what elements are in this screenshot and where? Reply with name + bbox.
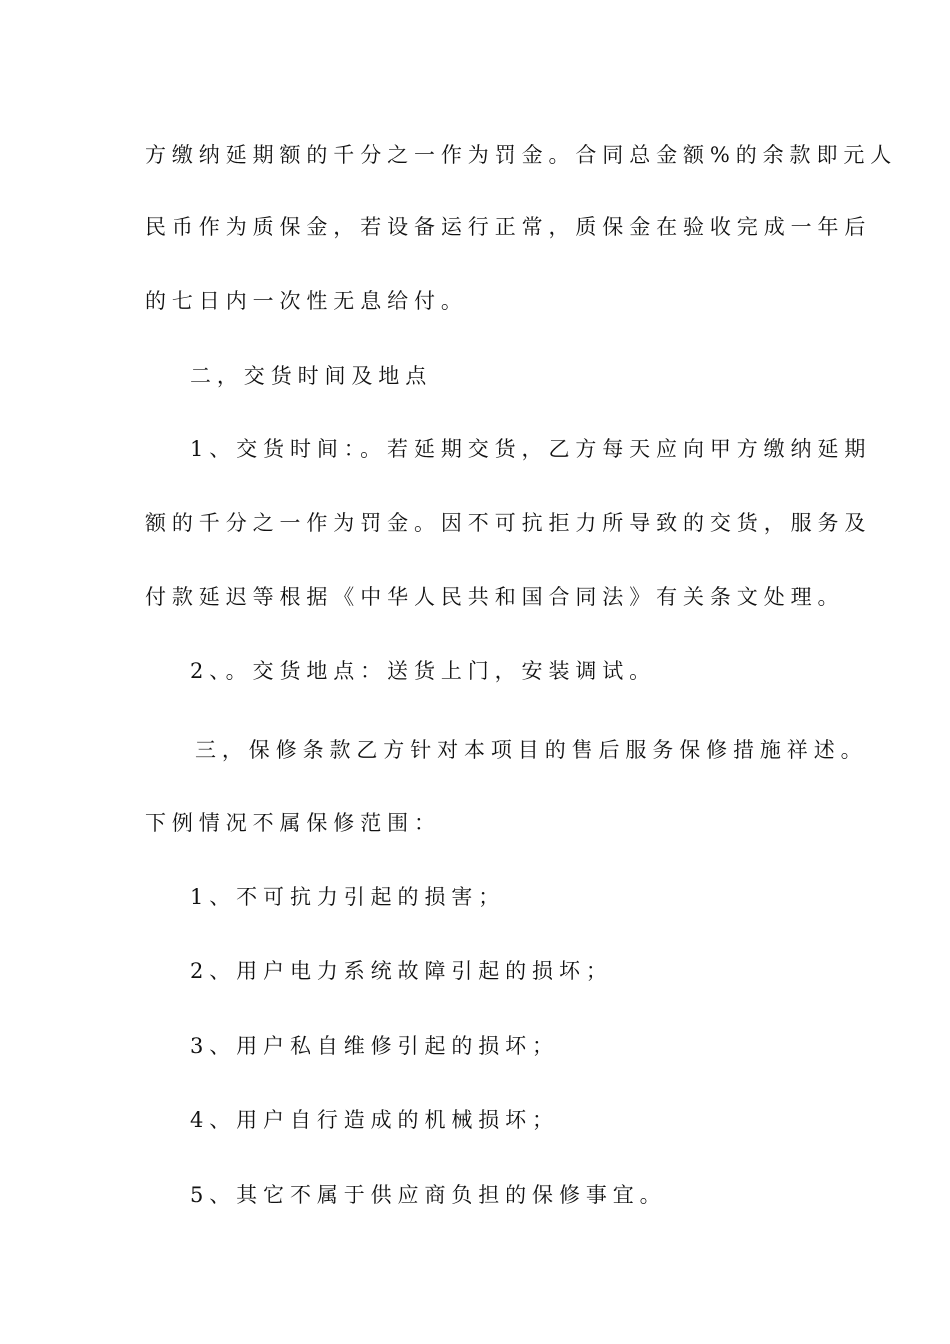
paragraph-line: 方缴纳延期额的千分之一作为罚金。合同总金额%的余款即元人 <box>145 143 898 167</box>
section-heading-warranty: 三，保修条款乙方针对本项目的售后服务保修措施祥述。 <box>195 738 868 762</box>
paragraph-line: 2、。交货地点：送货上门，安装调试。 <box>190 659 657 683</box>
section-heading-delivery: 二，交货时间及地点 <box>190 364 433 388</box>
list-item: 1、不可抗力引起的损害； <box>190 885 506 909</box>
list-item: 5、其它不属于供应商负担的保修事宜。 <box>190 1183 667 1207</box>
paragraph-line: 付款延迟等根据《中华人民共和国合同法》有关条文处理。 <box>145 585 845 609</box>
list-item: 4、用户自行造成的机械损坏； <box>190 1108 559 1132</box>
paragraph-line: 额的千分之一作为罚金。因不可抗拒力所导致的交货，服务及 <box>145 511 872 535</box>
paragraph-line: 1、交货时间：。若延期交货，乙方每天应向甲方缴纳延期 <box>190 437 872 461</box>
list-item: 3、用户私自维修引起的损坏； <box>190 1034 559 1058</box>
paragraph-line: 的七日内一次性无息给付。 <box>145 289 468 313</box>
paragraph-line: 下例情况不属保修范围： <box>145 811 441 835</box>
list-item: 2、用户电力系统故障引起的损坏； <box>190 959 613 983</box>
paragraph-line: 民币作为质保金，若设备运行正常，质保金在验收完成一年后 <box>145 215 872 239</box>
